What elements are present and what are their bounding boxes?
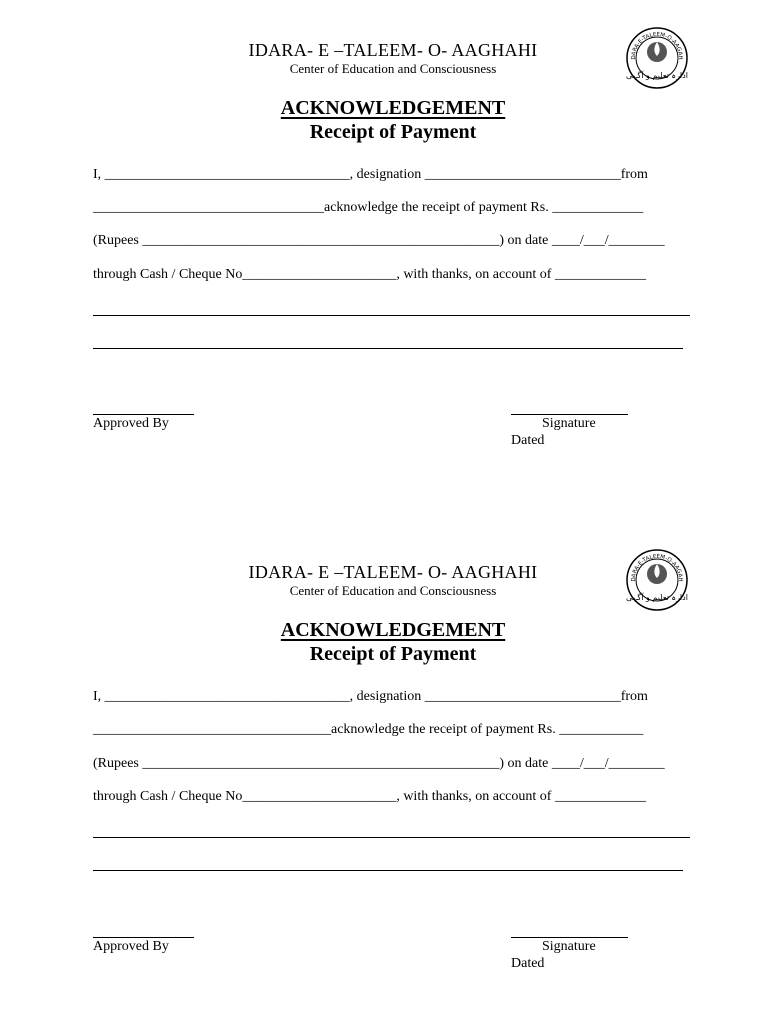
acknowledge-amount-line: __________________________________acknowledge the receipt of payment Rs. ____________: [93, 722, 644, 737]
dated-label: Dated: [511, 433, 545, 448]
account-blank-line-2: [93, 348, 683, 349]
account-blank-line-2: [93, 870, 683, 871]
dated-label: Dated: [511, 956, 545, 971]
acknowledge-amount-line: _________________________________acknowledge the receipt of payment Rs. _____________: [93, 200, 644, 215]
approved-by-label: Approved By: [93, 416, 169, 431]
org-logo-icon: [625, 548, 689, 612]
form-subtitle: Receipt of Payment: [309, 643, 477, 665]
account-blank-line-1: [93, 315, 690, 316]
logo-urdu-text: ادارہ تعلیم و آگہی: [626, 593, 688, 602]
org-logo-icon: [625, 26, 689, 90]
signature-line: [511, 937, 628, 938]
form-title: ACKNOWLEDGEMENT: [280, 97, 506, 119]
form-title: ACKNOWLEDGEMENT: [280, 619, 506, 641]
logo-urdu-text: ادارہ تعلیم و آگہی: [626, 71, 688, 80]
name-designation-line: I, ___________________________________, designation ____________________________from: [93, 689, 648, 704]
rupees-date-line: (Rupees ___________________________________________________) on date ____/___/________: [93, 756, 665, 771]
account-blank-line-1: [93, 837, 690, 838]
logo-ring-text: DARA-E-TALEEM-O-AAGAH: [630, 31, 684, 60]
payment-method-line: through Cash / Cheque No______________________, with thanks, on account of _____________: [93, 267, 646, 282]
approved-by-label: Approved By: [93, 939, 169, 954]
logo-ring-text: DARA-E-TALEEM-O-AAGAH: [630, 553, 684, 582]
org-tagline: Center of Education and Consciousness: [289, 583, 497, 598]
org-name: IDARA- E –TALEEM- O- AAGHAHI: [248, 40, 538, 60]
form-subtitle: Receipt of Payment: [309, 121, 477, 143]
signature-line: [511, 414, 628, 415]
approved-by-signature-line: [93, 937, 194, 938]
payment-method-line: through Cash / Cheque No______________________, with thanks, on account of _____________: [93, 789, 646, 804]
approved-by-signature-line: [93, 414, 194, 415]
signature-label: Signature: [542, 416, 596, 431]
signature-label: Signature: [542, 939, 596, 954]
name-designation-line: I, ___________________________________, designation ____________________________from: [93, 167, 648, 182]
rupees-date-line: (Rupees ___________________________________________________) on date ____/___/________: [93, 233, 665, 248]
org-tagline: Center of Education and Consciousness: [289, 61, 497, 76]
org-name: IDARA- E –TALEEM- O- AAGHAHI: [248, 562, 538, 582]
